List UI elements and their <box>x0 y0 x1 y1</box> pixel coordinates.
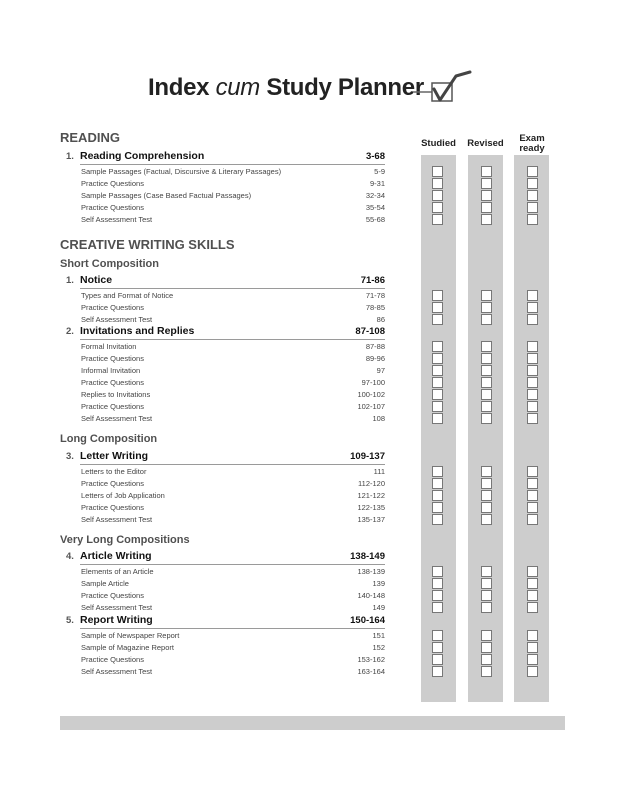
topic-label[interactable]: Practice Questions <box>81 179 144 188</box>
progress-checkbox[interactable] <box>481 466 492 477</box>
topic-pages: 111 <box>373 467 385 476</box>
topic-label[interactable]: Letters to the Editor <box>81 467 147 476</box>
progress-checkbox[interactable] <box>481 377 492 388</box>
subsection-heading: Very Long Compositions <box>60 534 190 546</box>
topic-label[interactable]: Practice Questions <box>81 303 144 312</box>
progress-checkbox[interactable] <box>481 341 492 352</box>
progress-checkbox[interactable] <box>481 353 492 364</box>
topic-label[interactable]: Practice Questions <box>81 655 144 664</box>
topic-pages: 89-96 <box>365 354 385 363</box>
chapter-number: 5. <box>66 615 74 626</box>
progress-checkbox[interactable] <box>481 389 492 400</box>
progress-checkbox[interactable] <box>527 166 538 177</box>
progress-checkbox[interactable] <box>481 642 492 653</box>
progress-checkbox[interactable] <box>481 590 492 601</box>
topic-pages: 140-148 <box>357 591 385 600</box>
topic-pages: 71-78 <box>365 291 385 300</box>
progress-checkbox[interactable] <box>481 502 492 513</box>
topic-label[interactable]: Sample of Magazine Report <box>81 643 174 652</box>
chapter-pages: 109-137 <box>350 451 385 462</box>
progress-checkbox[interactable] <box>527 365 538 376</box>
progress-checkbox[interactable] <box>432 666 443 677</box>
topic-label[interactable]: Practice Questions <box>81 479 144 488</box>
topic-pages: 35-54 <box>365 203 385 212</box>
column-strip-1 <box>468 155 503 702</box>
topic-label[interactable]: Practice Questions <box>81 402 144 411</box>
progress-checkbox[interactable] <box>481 654 492 665</box>
topic-label[interactable]: Practice Questions <box>81 503 144 512</box>
chapter-title[interactable]: Invitations and Replies <box>80 325 195 337</box>
progress-checkbox[interactable] <box>527 602 538 613</box>
progress-checkbox[interactable] <box>481 166 492 177</box>
column-header-1: Revised <box>467 138 504 149</box>
column-strip-0 <box>421 155 456 702</box>
column-header-2: Exam ready <box>519 133 545 154</box>
topic-label[interactable]: Self Assessment Test <box>81 603 153 612</box>
chapter-pages: 3-68 <box>365 151 385 162</box>
section-heading: CREATIVE WRITING SKILLS <box>60 237 235 252</box>
footer-bar <box>60 716 565 730</box>
topic-pages: 97 <box>376 366 385 375</box>
topic-label[interactable]: Practice Questions <box>81 203 144 212</box>
progress-checkbox[interactable] <box>432 365 443 376</box>
chapter-number: 4. <box>66 551 74 562</box>
progress-checkbox[interactable] <box>432 602 443 613</box>
progress-checkbox[interactable] <box>481 478 492 489</box>
chapter-pages: 150-164 <box>350 615 385 626</box>
chapter-number: 3. <box>66 451 74 462</box>
subsection-heading: Short Composition <box>60 258 159 270</box>
progress-checkbox[interactable] <box>481 314 492 325</box>
progress-checkbox[interactable] <box>527 642 538 653</box>
progress-checkbox[interactable] <box>481 178 492 189</box>
progress-checkbox[interactable] <box>527 314 538 325</box>
progress-checkbox[interactable] <box>527 566 538 577</box>
progress-checkbox[interactable] <box>527 502 538 513</box>
topic-pages: 102-107 <box>357 402 385 411</box>
chapter-title[interactable]: Reading Comprehension <box>80 150 205 162</box>
topic-label[interactable]: Self Assessment Test <box>81 315 153 324</box>
progress-checkbox[interactable] <box>481 514 492 525</box>
topic-pages: 138-139 <box>357 567 385 576</box>
topic-label[interactable]: Self Assessment Test <box>81 515 153 524</box>
progress-checkbox[interactable] <box>432 401 443 412</box>
topic-pages: 153-162 <box>357 655 385 664</box>
progress-checkbox[interactable] <box>432 478 443 489</box>
topic-label[interactable]: Practice Questions <box>81 591 144 600</box>
chapter-rule <box>80 628 385 629</box>
progress-checkbox[interactable] <box>432 642 443 653</box>
chapter-number: 1. <box>66 151 74 162</box>
progress-checkbox[interactable] <box>527 389 538 400</box>
progress-checkbox[interactable] <box>432 302 443 313</box>
page-title <box>148 74 424 102</box>
topic-label[interactable]: Sample Article <box>81 579 129 588</box>
progress-checkbox[interactable] <box>527 377 538 388</box>
topic-label[interactable]: Replies to Invitations <box>81 390 151 399</box>
chapter-title[interactable]: Notice <box>80 274 113 286</box>
progress-checkbox[interactable] <box>527 178 538 189</box>
progress-checkbox[interactable] <box>481 302 492 313</box>
chapter-rule <box>80 164 385 165</box>
title-italic: cum <box>215 74 261 101</box>
progress-checkbox[interactable] <box>527 578 538 589</box>
progress-checkbox[interactable] <box>481 566 492 577</box>
topic-pages: 112-120 <box>358 479 385 488</box>
checkbox-tick-icon <box>412 70 476 106</box>
progress-checkbox[interactable] <box>432 341 443 352</box>
progress-checkbox[interactable] <box>481 290 492 301</box>
title-part1: Index <box>148 74 210 101</box>
topic-pages: 151 <box>372 631 385 640</box>
progress-checkbox[interactable] <box>432 514 443 525</box>
progress-checkbox[interactable] <box>432 190 443 201</box>
topic-pages: 152 <box>372 643 385 652</box>
topic-label[interactable]: Types and Format of Notice <box>81 291 174 300</box>
topic-label[interactable]: Sample Passages (Factual, Discursive & Literary Passages) <box>81 167 282 176</box>
topic-label[interactable]: Self Assessment Test <box>81 414 153 423</box>
progress-checkbox[interactable] <box>527 466 538 477</box>
topic-pages: 78-85 <box>365 303 385 312</box>
topic-pages: 149 <box>372 603 385 612</box>
progress-checkbox[interactable] <box>432 490 443 501</box>
chapter-rule <box>80 288 385 289</box>
progress-checkbox[interactable] <box>527 290 538 301</box>
progress-checkbox[interactable] <box>432 290 443 301</box>
progress-checkbox[interactable] <box>527 630 538 641</box>
topic-pages: 108 <box>372 414 385 423</box>
topic-label[interactable]: Letters of Job Application <box>81 491 165 500</box>
progress-checkbox[interactable] <box>432 166 443 177</box>
progress-checkbox[interactable] <box>527 413 538 424</box>
progress-checkbox[interactable] <box>432 377 443 388</box>
progress-checkbox[interactable] <box>527 478 538 489</box>
progress-checkbox[interactable] <box>527 590 538 601</box>
chapter-pages: 87-108 <box>355 326 385 337</box>
progress-checkbox[interactable] <box>527 302 538 313</box>
progress-checkbox[interactable] <box>481 190 492 201</box>
topic-label[interactable]: Practice Questions <box>81 378 144 387</box>
subsection-heading: Long Composition <box>60 433 158 445</box>
topic-pages: 5-9 <box>374 167 385 176</box>
topic-label[interactable]: Practice Questions <box>81 354 144 363</box>
progress-checkbox[interactable] <box>432 178 443 189</box>
topic-label[interactable]: Informal Invitation <box>81 366 141 375</box>
topic-pages: 100-102 <box>357 390 385 399</box>
chapter-number: 2. <box>66 326 74 337</box>
progress-checkbox[interactable] <box>481 666 492 677</box>
topic-label[interactable]: Self Assessment Test <box>81 667 153 676</box>
topic-label[interactable]: Sample of Newspaper Report <box>81 631 180 640</box>
progress-checkbox[interactable] <box>481 214 492 225</box>
chapter-title[interactable]: Article Writing <box>80 550 152 562</box>
progress-checkbox[interactable] <box>527 341 538 352</box>
chapter-rule <box>80 564 385 565</box>
progress-checkbox[interactable] <box>432 353 443 364</box>
progress-checkbox[interactable] <box>527 214 538 225</box>
topic-pages: 163-164 <box>357 667 385 676</box>
topic-label[interactable]: Self Assessment Test <box>81 215 153 224</box>
progress-checkbox[interactable] <box>481 202 492 213</box>
progress-checkbox[interactable] <box>481 401 492 412</box>
chapter-title[interactable]: Letter Writing <box>80 450 149 462</box>
topic-label[interactable]: Elements of an Article <box>81 567 154 576</box>
topic-pages: 122-135 <box>357 503 385 512</box>
progress-checkbox[interactable] <box>481 602 492 613</box>
chapter-title[interactable]: Report Writing <box>80 614 153 626</box>
progress-checkbox[interactable] <box>527 654 538 665</box>
topic-pages: 135-137 <box>357 515 385 524</box>
progress-checkbox[interactable] <box>432 630 443 641</box>
topic-pages: 97-100 <box>361 378 385 387</box>
progress-checkbox[interactable] <box>527 202 538 213</box>
chapter-number: 1. <box>66 275 74 286</box>
progress-checkbox[interactable] <box>481 413 492 424</box>
progress-checkbox[interactable] <box>481 490 492 501</box>
title-part2: Study Planner <box>266 74 424 101</box>
progress-checkbox[interactable] <box>481 630 492 641</box>
topic-label[interactable]: Formal Invitation <box>81 342 137 351</box>
progress-checkbox[interactable] <box>527 401 538 412</box>
column-header-0: Studied <box>421 138 456 149</box>
progress-checkbox[interactable] <box>432 389 443 400</box>
progress-checkbox[interactable] <box>432 202 443 213</box>
chapter-rule <box>80 464 385 465</box>
progress-checkbox[interactable] <box>481 365 492 376</box>
progress-checkbox[interactable] <box>527 353 538 364</box>
progress-checkbox[interactable] <box>527 514 538 525</box>
topic-label[interactable]: Sample Passages (Case Based Factual Passages) <box>81 191 252 200</box>
progress-checkbox[interactable] <box>432 466 443 477</box>
progress-checkbox[interactable] <box>527 190 538 201</box>
section-heading: READING <box>60 130 120 145</box>
progress-checkbox[interactable] <box>432 654 443 665</box>
progress-checkbox[interactable] <box>432 566 443 577</box>
progress-checkbox[interactable] <box>432 502 443 513</box>
topic-pages: 55-68 <box>365 215 385 224</box>
topic-pages: 121-122 <box>357 491 385 500</box>
topic-pages: 32-34 <box>365 191 385 200</box>
topic-pages: 139 <box>372 579 385 588</box>
progress-checkbox[interactable] <box>432 413 443 424</box>
progress-checkbox[interactable] <box>432 314 443 325</box>
progress-checkbox[interactable] <box>432 214 443 225</box>
topic-pages: 9-31 <box>369 179 385 188</box>
progress-checkbox[interactable] <box>432 578 443 589</box>
column-strip-2 <box>514 155 549 702</box>
progress-checkbox[interactable] <box>527 666 538 677</box>
progress-checkbox[interactable] <box>432 590 443 601</box>
chapter-pages: 71-86 <box>360 275 385 286</box>
topic-pages: 87-88 <box>365 342 385 351</box>
topic-pages: 86 <box>376 315 385 324</box>
chapter-pages: 138-149 <box>350 551 385 562</box>
chapter-rule <box>80 339 385 340</box>
progress-checkbox[interactable] <box>481 578 492 589</box>
progress-checkbox[interactable] <box>527 490 538 501</box>
